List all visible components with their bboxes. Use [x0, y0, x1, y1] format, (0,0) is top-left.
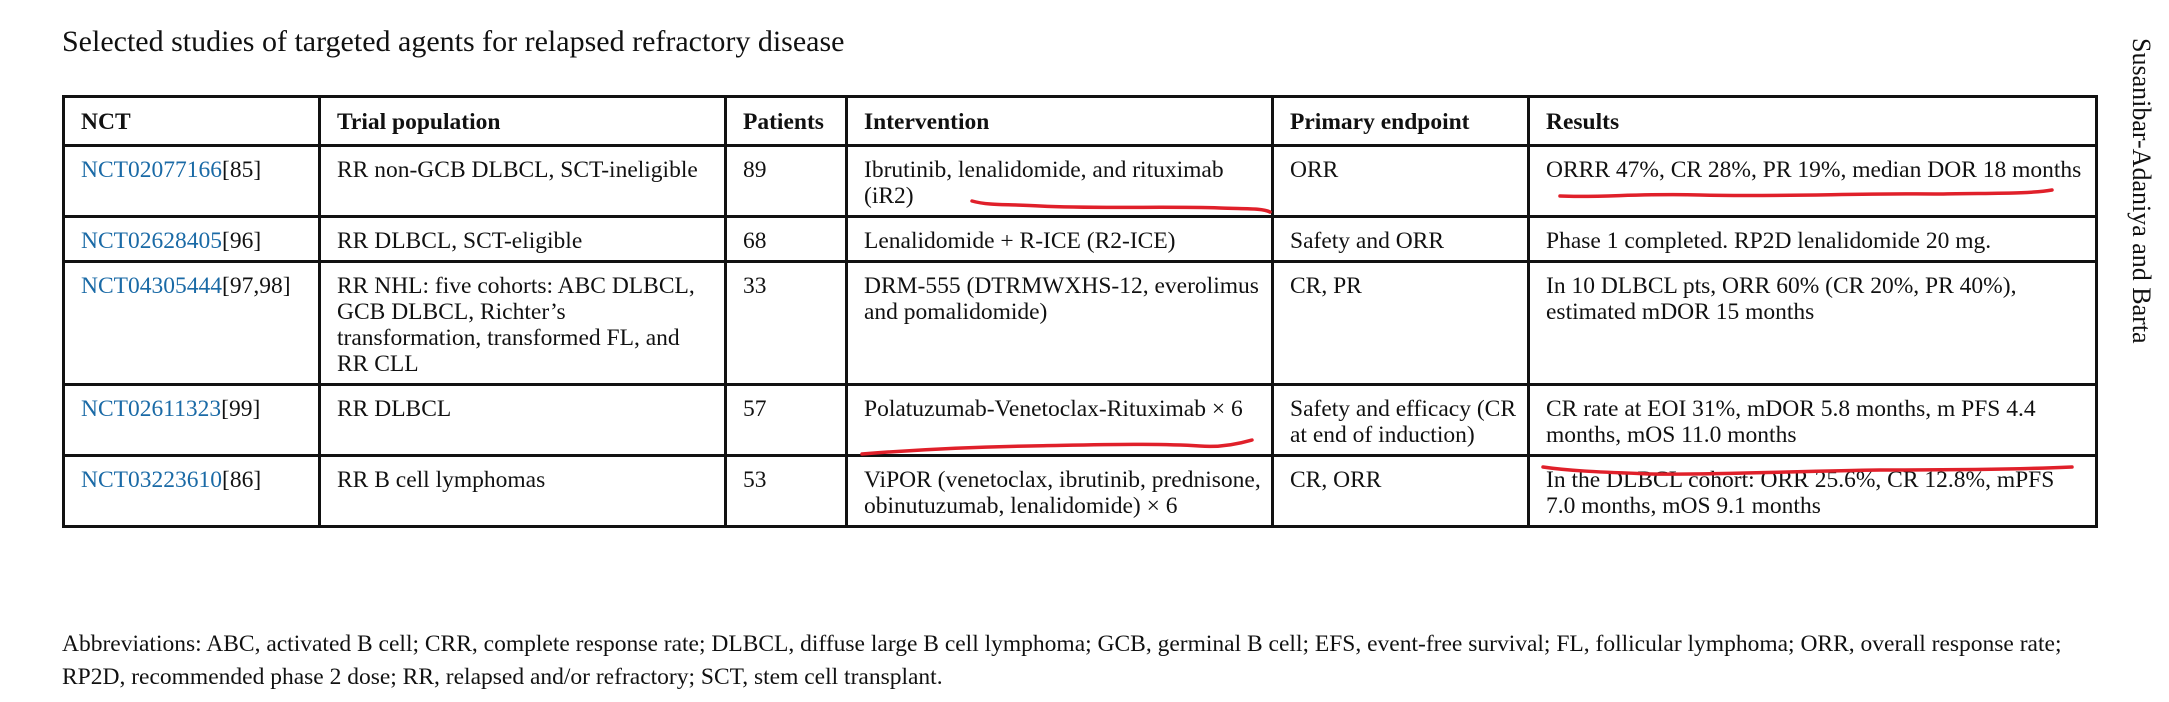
reference: [85] — [222, 157, 262, 183]
table-row — [64, 262, 2097, 385]
reference: [99] — [221, 396, 261, 422]
results-cell: CR rate at EOI 31%, mDOR 5.8 months, m PFS 4.4 months, mOS 11.0 months — [1529, 385, 2097, 456]
reference: [96] — [222, 228, 262, 254]
population-cell: RR B cell lymphomas — [320, 456, 726, 527]
results-cell: In the DLBCL cohort: ORR 25.6%, CR 12.8%, mPFS 7.0 months, mOS 9.1 months — [1529, 456, 2097, 527]
table-row — [64, 456, 2097, 527]
table-header-row — [64, 97, 2097, 146]
endpoint-cell: CR, PR — [1273, 262, 1529, 385]
population-cell: RR DLBCL, SCT-eligible — [320, 217, 726, 262]
intervention-cell: DRM-555 (DTRMWXHS-12, everolimus and pomalidomide) — [847, 262, 1273, 385]
patients-cell: 33 — [726, 262, 847, 385]
patients-cell: 57 — [726, 385, 847, 456]
column-header-nct: NCT — [64, 97, 320, 146]
column-header-endpoint: Primary endpoint — [1273, 97, 1529, 146]
author-running-head: Susanibar-Adaniya and Barta — [2127, 38, 2156, 344]
endpoint-cell: Safety and ORR — [1273, 217, 1529, 262]
nct-cell — [64, 262, 320, 385]
endpoint-cell: Safety and efficacy (CR at end of induction) — [1273, 385, 1529, 456]
column-header-results: Results — [1529, 97, 2097, 146]
nct-link[interactable]: NCT02628405 — [81, 228, 222, 254]
patients-cell: 89 — [726, 146, 847, 217]
studies-table — [62, 95, 2098, 528]
table-row — [64, 385, 2097, 456]
results-cell: Phase 1 completed. RP2D lenalidomide 20 mg. — [1529, 217, 2097, 262]
patients-cell: 53 — [726, 456, 847, 527]
population-cell: RR NHL: five cohorts: ABC DLBCL, GCB DLBCL, Richter’s transformation, transformed FL, and RR CLL — [320, 262, 726, 385]
table-row — [64, 146, 2097, 217]
intervention-cell: Ibrutinib, lenalidomide, and rituximab (iR2) — [847, 146, 1273, 217]
nct-cell — [64, 456, 320, 527]
endpoint-cell: ORR — [1273, 146, 1529, 217]
reference: [86] — [222, 467, 262, 493]
page-title: Selected studies of targeted agents for relapsed refractory disease — [62, 25, 845, 58]
nct-cell — [64, 217, 320, 262]
nct-link[interactable]: NCT02077166 — [81, 157, 222, 183]
results-cell: ORRR 47%, CR 28%, PR 19%, median DOR 18 months — [1529, 146, 2097, 217]
table-row — [64, 217, 2097, 262]
abbreviations-footnote: Abbreviations: ABC, activated B cell; CRR, complete response rate; DLBCL, diffuse large B cell lymphoma; GCB, germinal B cell; EFS, event-free survival; FL, follicular lymphoma; ORR, overall response rate; RP2D, recommended phase 2 dose; RR, relapsed and/or refractory; SCT, stem cell transplant. — [62, 631, 2062, 690]
nct-link[interactable]: NCT03223610 — [81, 467, 222, 493]
column-header-patients: Patients — [726, 97, 847, 146]
reference: [97,98] — [222, 273, 291, 299]
nct-link[interactable]: NCT04305444 — [81, 273, 222, 299]
nct-cell — [64, 146, 320, 217]
intervention-cell: ViPOR (venetoclax, ibrutinib, prednisone, obinutuzumab, lenalidomide) × 6 — [847, 456, 1273, 527]
nct-cell — [64, 385, 320, 456]
nct-link[interactable]: NCT02611323 — [81, 396, 222, 422]
patients-cell: 68 — [726, 217, 847, 262]
column-header-intervention: Intervention — [847, 97, 1273, 146]
intervention-cell: Polatuzumab-Venetoclax-Rituximab × 6 — [847, 385, 1273, 456]
column-header-population: Trial population — [320, 97, 726, 146]
endpoint-cell: CR, ORR — [1273, 456, 1529, 527]
results-cell: In 10 DLBCL pts, ORR 60% (CR 20%, PR 40%), estimated mDOR 15 months — [1529, 262, 2097, 385]
population-cell: RR non-GCB DLBCL, SCT-ineligible — [320, 146, 726, 217]
population-cell: RR DLBCL — [320, 385, 726, 456]
intervention-cell: Lenalidomide + R-ICE (R2-ICE) — [847, 217, 1273, 262]
